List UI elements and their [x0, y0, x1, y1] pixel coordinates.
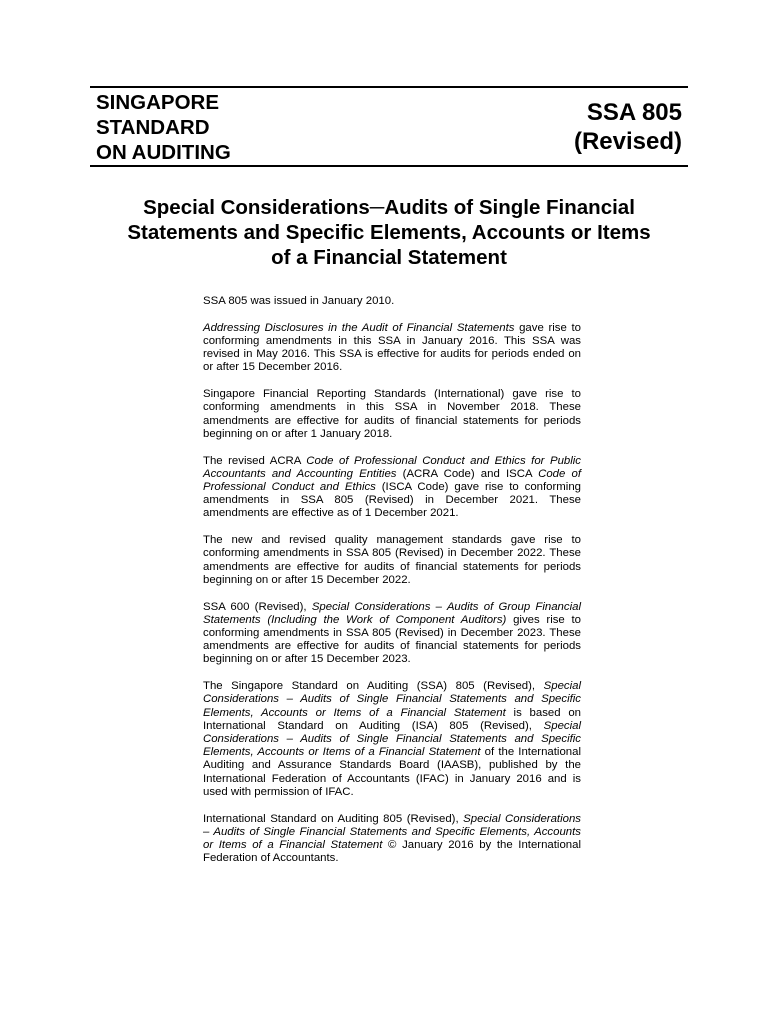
paragraph-text: SSA 600 (Revised),	[203, 600, 312, 613]
paragraph-text: of the International Auditing and Assurance Standards Board (IAASB), published by the International Federation of Accountants (IFAC) in January 2016 and is used with permission of IFAC.	[203, 746, 581, 798]
standard-name	[96, 90, 231, 165]
paragraph-text: gives rise to conforming amendments in SSA 805 (Revised) in December 2023. These amendments are effective for audits of financial statements for periods beginning on or after 15 December 2023.	[203, 613, 581, 666]
document-title	[70, 195, 708, 270]
paragraph-text: Singapore Financial Reporting Standards (International) gave rise to conforming amendments in this SSA in November 2018. These amendments are effective for audits of financial statements for periods beginning on or after 1 January 2018.	[203, 388, 581, 440]
paragraph-text: gave rise to conforming amendments in this SSA in January 2016. This SSA was revised in May 2016. This SSA is effective for audits for periods ended on or after 15 December 2016.	[203, 321, 581, 374]
paragraph-italic-text: Special Considerations – Audits of Group Financial Statements (Including the Work of Component Auditors)	[203, 600, 581, 626]
disclosures-amendment-paragraph	[203, 322, 581, 375]
title-line: Special Considerations─Audits of Single Financial	[143, 196, 635, 219]
paragraph-text: (ACRA Code) and ISCA	[396, 467, 539, 480]
header-bottom-rule	[90, 165, 688, 167]
paragraph-text: International Standard on Auditing 805 (Revised),	[203, 812, 464, 825]
paragraph-italic-text: Special Considerations – Audits of Single Financial Statements and Specific Elements, Accounts or Items of a Financial Statement	[203, 680, 581, 719]
issue-paragraph	[203, 295, 581, 308]
paragraph-text: The Singapore Standard on Auditing (SSA) 805 (Revised),	[203, 680, 544, 693]
paragraph-italic-text: Code of Professional Conduct and Ethics for Public Accountants and Accounting Entities	[203, 454, 581, 480]
standard-name-line: SINGAPORE	[96, 91, 220, 114]
standard-name-line: STANDARD	[96, 116, 210, 139]
paragraph-italic-text: Special Considerations – Audits of Single Financial Statements and Specific Elements, Accounts or Items of a Financial Statement	[203, 812, 581, 852]
paragraph-italic-text: Addressing Disclosures in the Audit of Financial Statements	[203, 321, 515, 334]
ssa600-amendment-paragraph	[203, 601, 581, 667]
paragraph-italic-text: Code of Professional Conduct and Ethics	[203, 467, 582, 494]
copyright-paragraph	[203, 813, 581, 866]
paragraph-text: is based on International Standard on Auditing (ISA) 805 (Revised),	[203, 706, 581, 732]
sfrs-amendment-paragraph	[203, 388, 581, 441]
document-body	[203, 295, 581, 879]
paragraph-text: The new and revised quality management standards gave rise to conforming amendments in SSA 805 (Revised) in December 2022. These amendments are effective for audits of financial statements for periods beginning on or after 15 December 2022.	[203, 534, 581, 586]
ethics-code-amendment-paragraph	[203, 455, 581, 521]
paragraph-text: The revised ACRA	[203, 454, 307, 467]
standard-code	[574, 98, 682, 156]
header-top-rule	[90, 86, 688, 88]
paragraph-text: © January 2016 by the International Federation of Accountants.	[203, 839, 581, 865]
standard-code-line: (Revised)	[573, 128, 682, 155]
title-line: Statements and Specific Elements, Accounts or Items	[127, 221, 651, 244]
paragraph-text: SSA 805 was issued in January 2010.	[203, 295, 395, 307]
isa-basis-paragraph	[203, 680, 581, 799]
paragraph-text: (ISCA Code) gave rise to conforming amendments in SSA 805 (Revised) in December 2021. These amendments are effective as of 1 December 2021.	[203, 481, 581, 520]
standard-name-line: ON AUDITING	[96, 141, 231, 164]
standard-code-line: SSA 805	[586, 99, 682, 126]
title-line: of a Financial Statement	[271, 246, 507, 269]
quality-management-amendment-paragraph	[203, 534, 581, 587]
paragraph-italic-text: Special Considerations – Audits of Single Financial Statements and Specific Elements, Accounts or Items of a Financial Statement	[203, 719, 581, 759]
